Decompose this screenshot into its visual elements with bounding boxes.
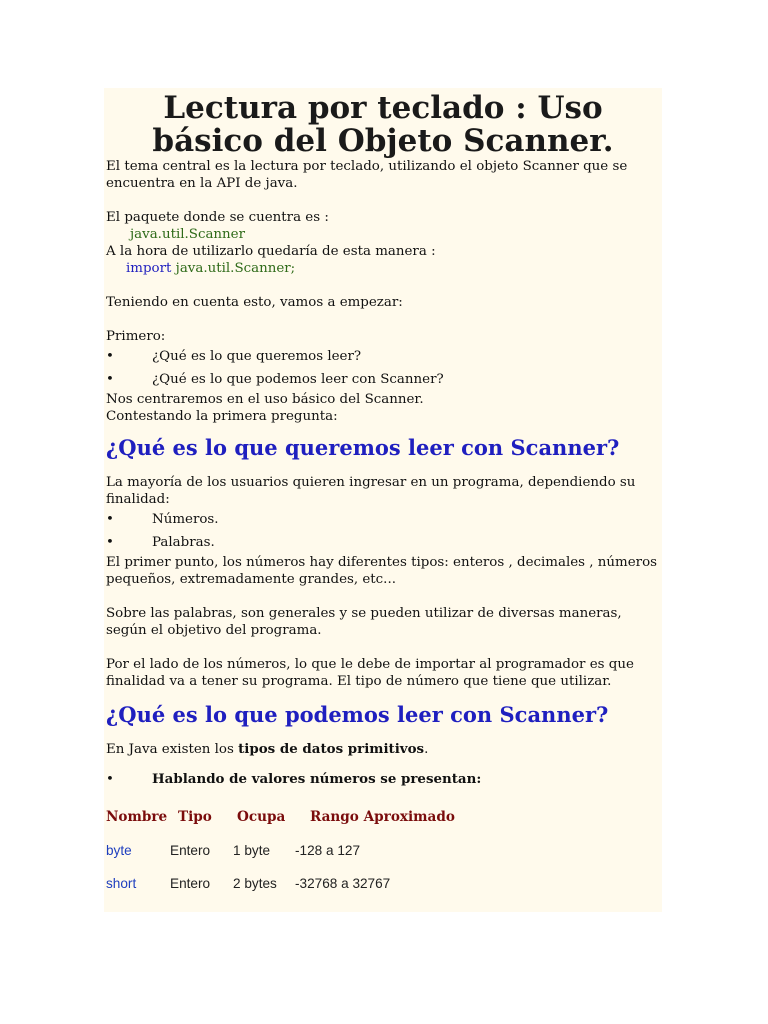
list-item (106, 768, 660, 791)
list-item (106, 345, 660, 368)
table-cell: -128 a 127 (295, 843, 361, 858)
answer-line: Contestando la primera pregunta: (106, 409, 338, 424)
list-item (106, 531, 660, 554)
table-cell: Entero (170, 876, 211, 891)
paragraph: Sobre las palabras, son generales y se pueden utilizar de diversas maneras, según el objetivo del programa. (106, 606, 622, 638)
paragraph: Por el lado de los números, lo que le debe de importar al programador es que finalidad va a tener su programa. El tipo de número que tiene que utilizar. (106, 657, 634, 689)
package-label: El paquete donde se cuentra es : (106, 210, 329, 225)
table-header-row (106, 801, 660, 834)
table-cell: byte (106, 843, 132, 858)
list-item-text: Hablando de valores números se presentan: (152, 771, 482, 787)
page-title: Lectura por teclado : Uso básico del Objeto Scanner. (152, 90, 614, 159)
table-header: Nombre (106, 809, 168, 825)
list-item-text: Números. (152, 512, 219, 527)
bullet: • (106, 349, 114, 364)
text-run: En Java existen los (106, 742, 239, 757)
table-cell: -32768 a 32767 (295, 876, 391, 891)
table-row (106, 867, 660, 900)
document-page (104, 88, 662, 912)
list-item-text: ¿Qué es lo que podemos leer con Scanner? (152, 372, 444, 387)
table-cell: 1 byte (233, 843, 271, 858)
import-line (106, 260, 660, 277)
usage-label: A la hora de utilizarlo quedaría de esta manera : (106, 244, 436, 259)
bullet: • (106, 512, 114, 527)
import-target: java.util.Scanner; (175, 261, 296, 276)
import-keyword: import (126, 261, 172, 276)
table-cell: 2 bytes (233, 876, 277, 891)
bold-text: tipos de datos primitivos (238, 741, 425, 757)
list-item-text: Palabras. (152, 535, 215, 550)
package-name: java.util.Scanner (130, 227, 245, 242)
start-paragraph: Teniendo en cuenta esto, vamos a empezar: (106, 295, 403, 310)
document-content (106, 88, 660, 900)
paragraph (106, 741, 660, 758)
table-cell: short (106, 876, 137, 891)
text-run: . (424, 742, 429, 757)
table-row (106, 834, 660, 867)
table-header: Rango Aproximado (310, 809, 455, 825)
list-item (106, 368, 660, 391)
paragraph: La mayoría de los usuarios quieren ingresar en un programa, dependiendo su finalidad: (106, 475, 636, 507)
section-heading: ¿Qué es lo que queremos leer con Scanner? (106, 435, 620, 460)
first-label: Primero: (106, 329, 166, 344)
list-item (106, 508, 660, 531)
bullet: • (106, 372, 114, 387)
intro-paragraph: El tema central es la lectura por teclado, utilizando el objeto Scanner que se encuentra en la API de java. (106, 159, 628, 191)
list-item-text: ¿Qué es lo que queremos leer? (152, 349, 362, 364)
section-heading: ¿Qué es lo que podemos leer con Scanner? (106, 702, 609, 727)
table-header: Tipo (178, 809, 212, 825)
bullet: • (106, 535, 114, 550)
table-header: Ocupa (237, 809, 286, 825)
paragraph: El primer punto, los números hay diferentes tipos: enteros , decimales , números pequeños, extremadamente grandes, etc... (106, 555, 658, 587)
focus-line: Nos centraremos en el uso básico del Scanner. (106, 392, 424, 407)
table-cell: Entero (170, 843, 211, 858)
bullet: • (106, 772, 114, 787)
